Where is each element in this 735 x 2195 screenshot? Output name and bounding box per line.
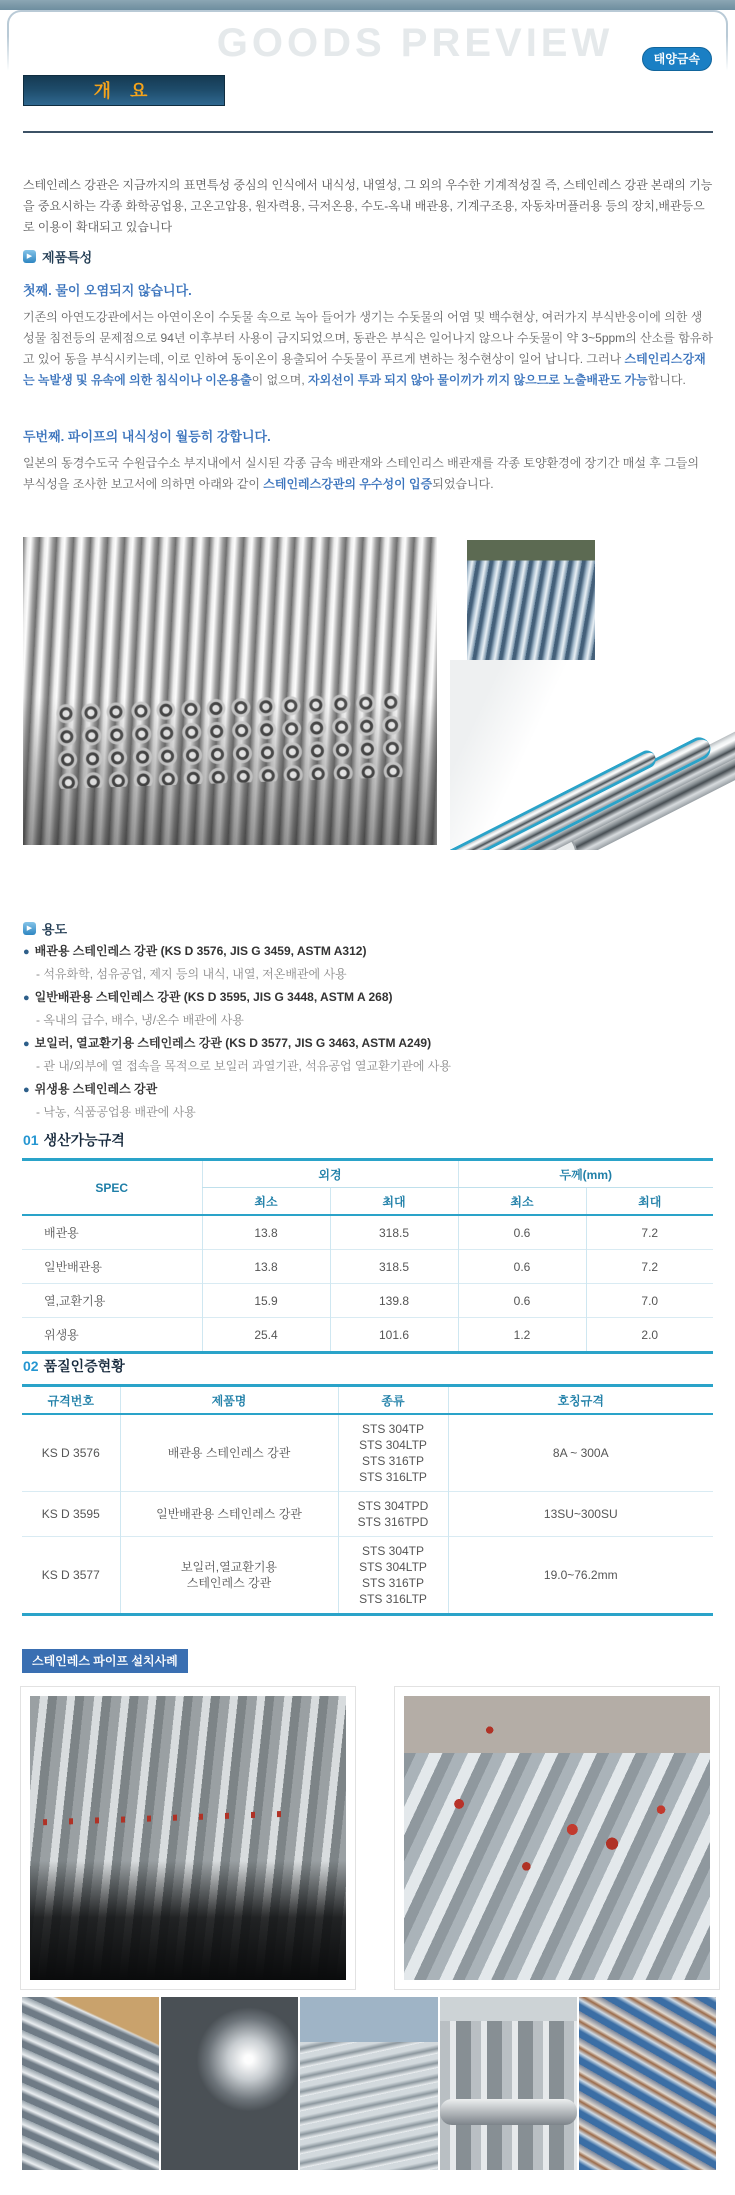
usage-heading (23, 919, 67, 938)
spec-name: 배관용 (44, 1226, 79, 1240)
usage-item-title: 배관용 스테인레스 강관 (KS D 3576, JIS G 3459, ASTM A312) (34, 944, 367, 958)
heading-text: 품질인증현황 (43, 1358, 125, 1374)
od-min: 13.8 (202, 1215, 330, 1250)
cert-product: 보일러,열교환기용 스테인레스 강관 (120, 1537, 338, 1615)
polished-pipes-product-photo (450, 660, 735, 850)
section-label: 제품특성 (42, 250, 93, 265)
col-header-min: 최소 (458, 1188, 586, 1216)
brand-badge: 태양금속 (642, 47, 712, 71)
bullet-icon: ● (23, 1038, 30, 1050)
thk-max: 2.0 (586, 1318, 713, 1353)
page-title: 개 요 (23, 75, 225, 106)
col-header-product: 제품명 (120, 1386, 338, 1415)
cert-code: KS D 3577 (22, 1537, 120, 1615)
thk-max: 7.2 (586, 1250, 713, 1284)
col-header-size: 호칭규격 (448, 1386, 713, 1415)
feature-second-title: 두번째. 파이프의 내식성이 월등히 강합니다. (23, 429, 271, 444)
table-row (22, 1537, 713, 1615)
install-cases-label: 스테인레스 파이프 설치사례 (22, 1649, 188, 1673)
col-header-od: 외경 (202, 1160, 458, 1188)
col-header-code: 규격번호 (22, 1386, 120, 1415)
feature-second-paragraph (23, 453, 713, 495)
usage-item-desc: - 옥내의 급수, 배수, 냉/온수 배관에 사용 (36, 1013, 244, 1027)
usage-item (23, 1078, 713, 1123)
section-bullet-icon: ▶ (23, 250, 36, 263)
heading-number: 02 (23, 1358, 39, 1374)
top-bar (0, 0, 735, 10)
section-label: 용도 (42, 922, 68, 937)
feature-first-title: 첫째. 물이 오염되지 않습니다. (23, 283, 192, 298)
od-max: 139.8 (330, 1284, 458, 1318)
od-max: 318.5 (330, 1250, 458, 1284)
od-min: 15.9 (202, 1284, 330, 1318)
cert-product: 일반배관용 스테인레스 강관 (120, 1492, 338, 1537)
usage-item-desc: - 석유화학, 섬유공업, 제지 등의 내식, 내열, 저온배관에 사용 (36, 967, 347, 981)
spec-name: 일반배관용 (22, 1250, 202, 1284)
thk-min: 0.6 (458, 1215, 586, 1250)
table-row (22, 1250, 713, 1284)
emphasis-text: 자외선이 투과 되지 않아 물이끼가 끼지 않으므로 노출배관도 가능 (308, 373, 648, 387)
text-segment: 되었습니다. (432, 477, 494, 491)
cert-code: KS D 3595 (22, 1492, 120, 1537)
cert-types: STS 304TP STS 304LTP STS 316TP STS 316LTP (338, 1414, 448, 1492)
usage-item-title: 보일러, 열교환기용 스테인레스 강관 (KS D 3577, JIS G 3463, ASTM A249) (34, 1036, 432, 1050)
usage-item-desc: - 관 내/외부에 열 접속을 목적으로 보일러 과열기관, 석유공업 열교환기관에 사용 (36, 1059, 451, 1073)
cert-table (22, 1384, 713, 1616)
heading-number: 01 (23, 1132, 39, 1148)
emphasis-text: 스테인리스강재는 녹발생 및 유속에 의한 침식이나 이온용출 (23, 352, 706, 387)
bullet-icon: ● (23, 992, 30, 1004)
pipes-stockyard-photo (467, 540, 595, 667)
ceiling-piping-photo-left (30, 1696, 346, 1980)
photo-pipeline-field (22, 1997, 159, 2170)
col-header-min: 최소 (202, 1188, 330, 1216)
col-header-max: 최대 (330, 1188, 458, 1216)
text-segment: 이 없으며, (251, 373, 309, 387)
photo-pipe-rack (579, 1997, 716, 2170)
install-photo-frame (394, 1686, 720, 1990)
cert-size: 8A ~ 300A (448, 1414, 713, 1492)
intro-paragraph: 스테인레스 강관은 지금까지의 표면특성 중심의 인식에서 내식성, 내열성, 그 외의 우수한 기계적성질 즉, 스테인레스 강관 본래의 기능을 중요시하는 각종 화학공업용, 고온고압용, 원자력용, 극저온용, 수도-옥내 배관용, 기계구조용, 자동차머플러용 등의 장치,배관등으로 이용이 확대되고 있습니다 (23, 178, 713, 234)
feature-first-paragraph (23, 307, 713, 391)
usage-item (23, 986, 713, 1031)
cert-table-heading (23, 1356, 125, 1376)
spec-table (22, 1158, 713, 1354)
text-segment: 기존의 아연도강관에서는 아연이온이 수돗물 속으로 녹아 들어가 생기는 수돗물의 어염 및 백수현상, 여러가지 부식반응이에 의한 생성물 침전등의 문제점으로 94년 이후부터 사용이 금지되었으며, 동관은 부식은 일어나지 않으나 수돗물이 약 3~5ppm의 산소를 함유하고 있어 동을 부식시키는데, 이로 인하여 동이온이 용출되어 수돗물이 푸르게 변하는 청수현상이 일어 납니다. 그러나 (23, 310, 713, 366)
cert-size: 19.0~76.2mm (448, 1537, 713, 1615)
cert-code: KS D 3576 (41, 1446, 100, 1460)
cert-types: STS 304TP STS 304LTP STS 316TP STS 316LTP (338, 1537, 448, 1615)
usage-item-desc: - 낙농, 식품공업용 배관에 사용 (36, 1105, 196, 1119)
text-segment: 일본의 동경수도국 수원급수소 부지내에서 실시된 각종 금속 배관재와 스테인리스 배관재를 각종 토양환경에 장기간 매설 후 그들의 부식성을 조사한 보고서에 의하면 아래와 같이 (23, 456, 699, 491)
od-min: 13.8 (202, 1250, 330, 1284)
spec-name: 열,교환기용 (22, 1284, 202, 1318)
spec-name: 위생용 (22, 1318, 202, 1353)
emphasis-text: 스테인레스강관의 우수성이 입증 (263, 477, 433, 491)
ceiling-piping-photo-right (404, 1696, 710, 1980)
section-bullet-icon: ▶ (23, 922, 36, 935)
thk-min: 0.6 (458, 1284, 586, 1318)
spec-table-heading (23, 1130, 125, 1150)
usage-item-title: 위생용 스테인레스 강관 (34, 1082, 158, 1096)
cert-types: STS 304TPD STS 316TPD (338, 1492, 448, 1537)
thk-max: 7.2 (586, 1215, 713, 1250)
col-header-type: 종류 (338, 1386, 448, 1415)
stainless-pipes-bundle-photo (23, 537, 437, 845)
table-row (22, 1414, 713, 1492)
product-features-heading (23, 247, 92, 266)
photo-gas-spheres (161, 1997, 298, 2170)
cert-size: 13SU~300SU (448, 1492, 713, 1537)
od-max: 318.5 (330, 1215, 458, 1250)
od-min: 25.4 (202, 1318, 330, 1353)
industrial-photo-strip (22, 1997, 716, 2170)
od-max: 101.6 (330, 1318, 458, 1353)
thk-min: 1.2 (458, 1318, 586, 1353)
thk-min: 0.6 (458, 1250, 586, 1284)
table-row (22, 1284, 713, 1318)
install-photo-frame (20, 1686, 356, 1990)
header-divider (23, 131, 713, 133)
usage-list (23, 940, 713, 1124)
usage-item (23, 940, 713, 985)
bullet-icon: ● (23, 1084, 30, 1096)
goods-preview-watermark: GOODS PREVIEW (216, 21, 614, 65)
thk-max: 7.0 (586, 1284, 713, 1318)
table-row (22, 1492, 713, 1537)
usage-item-title: 일반배관용 스테인레스 강관 (KS D 3595, JIS G 3448, ASTM A 268) (34, 990, 393, 1004)
heading-text: 생산가능규격 (43, 1132, 125, 1148)
text-segment: 합니다. (647, 373, 686, 387)
table-row (22, 1318, 713, 1353)
table-row (22, 1215, 713, 1250)
col-header-thickness: 두께(mm) (458, 1160, 713, 1188)
col-header-max: 최대 (586, 1188, 713, 1216)
photo-plant-equipment (440, 1997, 577, 2170)
usage-item (23, 1032, 713, 1077)
col-header-spec: SPEC (22, 1160, 202, 1216)
photo-refinery-pipes (300, 1997, 437, 2170)
cert-product: 배관용 스테인레스 강관 (120, 1414, 338, 1492)
bullet-icon: ● (23, 946, 30, 958)
